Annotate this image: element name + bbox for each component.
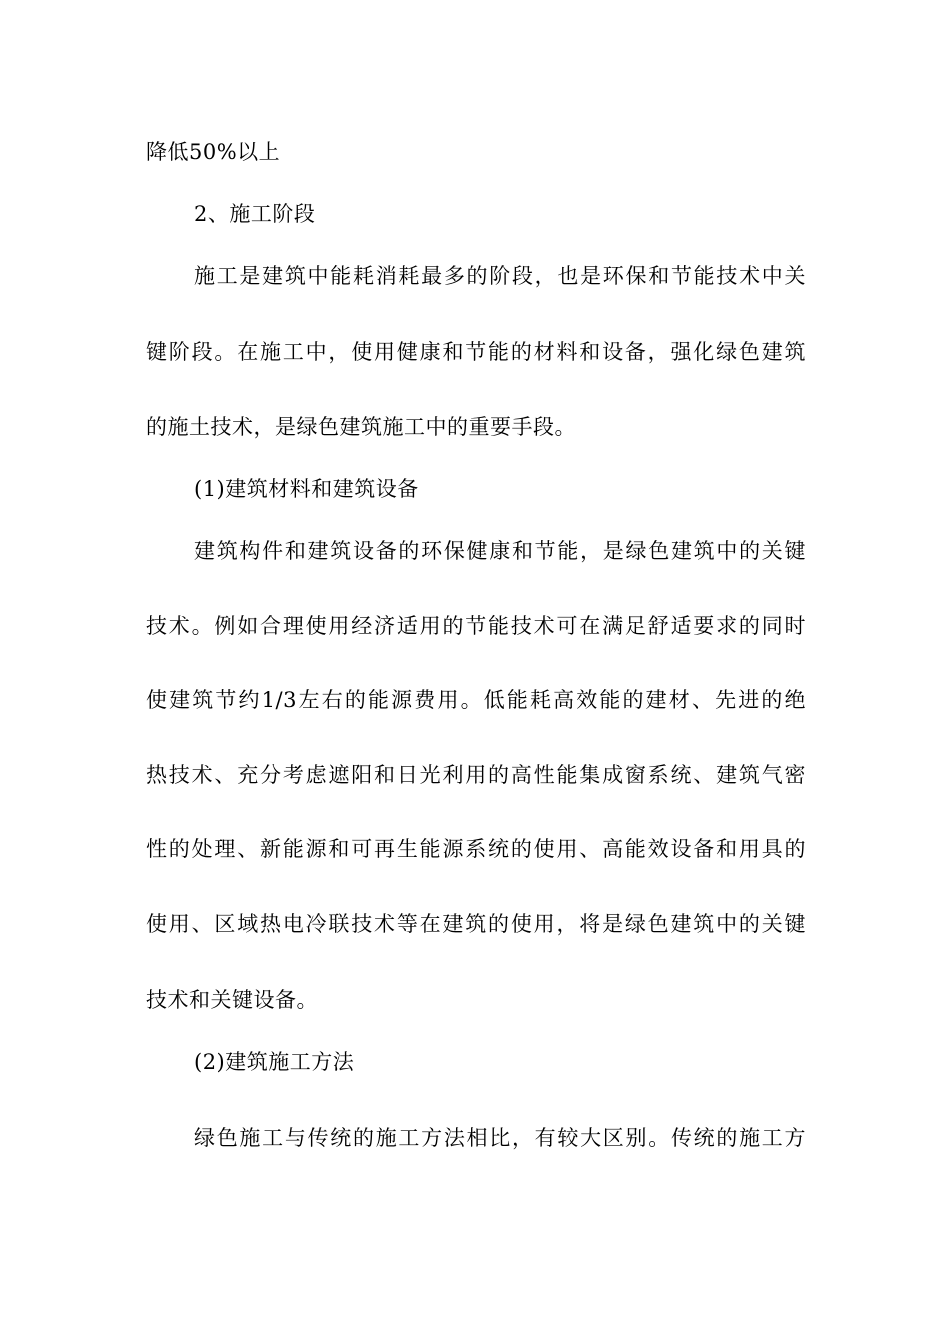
paragraph-line: 建筑构件和建筑设备的环保健康和节能，是绿色建筑中的关键 bbox=[194, 539, 806, 563]
paragraph-line: 施工是建筑中能耗消耗最多的阶段，也是环保和节能技术中关 bbox=[194, 264, 806, 288]
paragraph-line: 技术。例如合理使用经济适用的节能技术可在满足舒适要求的同时 bbox=[146, 614, 806, 638]
paragraph-line: 的施土技术，是绿色建筑施工中的重要手段。 bbox=[146, 415, 576, 439]
paragraph-line: 使用、区域热电冷联技术等在建筑的使用，将是绿色建筑中的关键 bbox=[146, 912, 806, 936]
subsection-heading: (2)建筑施工方法 bbox=[194, 1050, 355, 1074]
paragraph-line: 降低50%以上 bbox=[146, 140, 281, 164]
paragraph-line: 使建筑节约1/3左右的能源费用。低能耗高效能的建材、先进的绝 bbox=[146, 688, 806, 712]
paragraph-line: 技术和关键设备。 bbox=[146, 988, 318, 1012]
paragraph-line: 性的处理、新能源和可再生能源系统的使用、高能效设备和用具的 bbox=[146, 837, 806, 861]
paragraph-line: 键阶段。在施工中，使用健康和节能的材料和设备，强化绿色建筑 bbox=[146, 340, 806, 364]
paragraph-line: 热技术、充分考虑遮阳和日光利用的高性能集成窗系统、建筑气密 bbox=[146, 763, 806, 787]
section-heading: 2、施工阶段 bbox=[194, 202, 316, 226]
subsection-heading: (1)建筑材料和建筑设备 bbox=[194, 477, 419, 501]
paragraph-line: 绿色施工与传统的施工方法相比，有较大区别。传统的施工方 bbox=[194, 1126, 806, 1150]
